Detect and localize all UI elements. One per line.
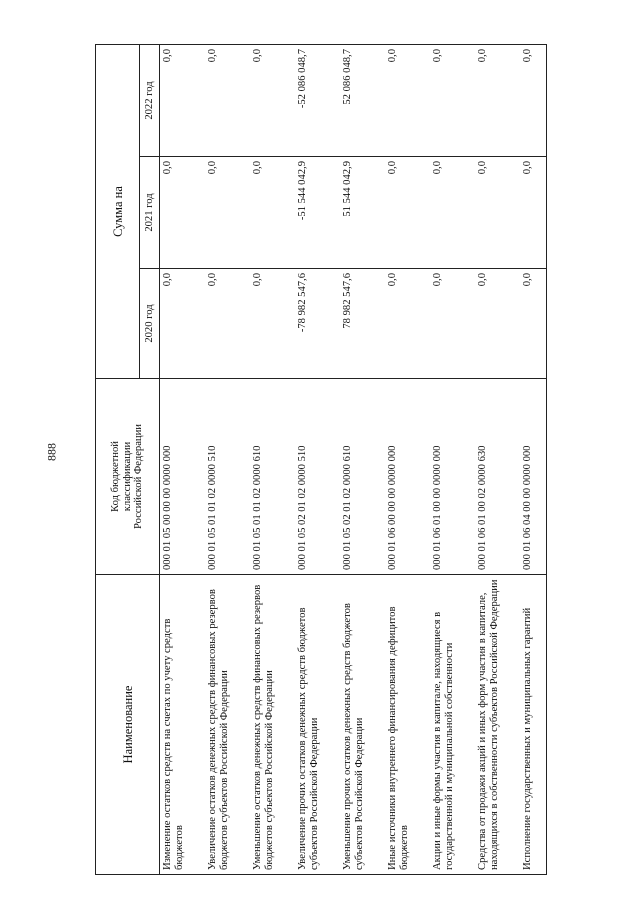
- table-row: [475, 45, 520, 875]
- row-value-2021: 0,0: [430, 157, 475, 269]
- row-value-2020: -78 982 547,6: [295, 269, 340, 379]
- row-value-2020: 0,0: [250, 269, 295, 379]
- header-name: Наименование: [96, 575, 160, 875]
- row-code: 000 01 06 01 00 02 0000 630: [475, 379, 520, 575]
- header-code-line2: классификации: [121, 441, 133, 512]
- table-row: [160, 45, 206, 875]
- header-sum-group: Сумма на: [96, 45, 140, 379]
- row-value-2021: 0,0: [475, 157, 520, 269]
- row-name: Увеличение прочих остатков денежных средств бюджетов субъектов Российской Федерации: [295, 575, 340, 875]
- table-row: [340, 45, 385, 875]
- row-value-2022: 0,0: [385, 45, 430, 157]
- row-value-2021: 0,0: [205, 157, 250, 269]
- row-value-2020: 0,0: [520, 269, 547, 379]
- row-code: 000 01 05 00 00 00 0000 000: [160, 379, 206, 575]
- row-value-2021: 51 544 042,9: [340, 157, 385, 269]
- row-value-2020: 0,0: [160, 269, 206, 379]
- row-code: 000 01 06 00 00 00 0000 000: [385, 379, 430, 575]
- row-value-2022: 0,0: [520, 45, 547, 157]
- row-value-2022: 0,0: [475, 45, 520, 157]
- row-code: 000 01 05 02 01 02 0000 510: [295, 379, 340, 575]
- row-name: Уменьшение прочих остатков денежных средств бюджетов субъектов Российской Федерации: [340, 575, 385, 875]
- row-name: Акции и иные формы участия в капитале, находящиеся в государственной и муниципальной собственности: [430, 575, 475, 875]
- row-value-2021: -51 544 042,9: [295, 157, 340, 269]
- row-value-2020: 78 982 547,6: [340, 269, 385, 379]
- row-name: Уменьшение остатков денежных средств финансовых резервов бюджетов субъектов Российской Федерации: [250, 575, 295, 875]
- row-value-2022: -52 086 048,7: [295, 45, 340, 157]
- table-row: [295, 45, 340, 875]
- page-number: 888: [44, 443, 59, 461]
- row-value-2020: 0,0: [205, 269, 250, 379]
- row-value-2021: 0,0: [520, 157, 547, 269]
- row-value-2022: 0,0: [430, 45, 475, 157]
- row-code: 000 01 05 01 01 02 0000 510: [205, 379, 250, 575]
- table-row: [430, 45, 475, 875]
- row-value-2021: 0,0: [250, 157, 295, 269]
- row-code: 000 01 05 01 01 02 0000 610: [250, 379, 295, 575]
- row-name: Иные источники внутреннего финансирования дефицитов бюджетов: [385, 575, 430, 875]
- rotated-page: [95, 45, 547, 875]
- row-code: 000 01 06 04 00 00 0000 000: [520, 379, 547, 575]
- table-row: [205, 45, 250, 875]
- row-code: 000 01 06 01 00 00 0000 000: [430, 379, 475, 575]
- table-row: [385, 45, 430, 875]
- row-value-2020: 0,0: [385, 269, 430, 379]
- header-year-2021: 2021 год: [140, 157, 160, 269]
- row-value-2021: 0,0: [385, 157, 430, 269]
- row-value-2021: 0,0: [160, 157, 206, 269]
- row-name: Увеличение остатков денежных средств финансовых резервов бюджетов субъектов Российской Федерации: [205, 575, 250, 875]
- header-year-2022: 2022 год: [140, 45, 160, 157]
- row-name: Исполнение государственных и муниципальных гарантий: [520, 575, 547, 875]
- row-name: Изменение остатков средств на счетах по учету средств бюджетов: [160, 575, 206, 875]
- header-code-line1: Код бюджетной: [109, 441, 121, 512]
- row-value-2022: 0,0: [205, 45, 250, 157]
- row-value-2022: 52 086 048,7: [340, 45, 385, 157]
- header-code: [96, 379, 160, 575]
- row-code: 000 01 05 02 01 02 0000 610: [340, 379, 385, 575]
- row-value-2022: 0,0: [160, 45, 206, 157]
- row-value-2022: 0,0: [250, 45, 295, 157]
- table-row: [250, 45, 295, 875]
- row-value-2020: 0,0: [430, 269, 475, 379]
- row-name: Средства от продажи акций и иных форм участия в капитале, находящихся в собственности субъектов Российской Федерации: [475, 575, 520, 875]
- budget-sources-table: [95, 44, 547, 875]
- row-value-2020: 0,0: [475, 269, 520, 379]
- table-row: [520, 45, 547, 875]
- header-year-2020: 2020 год: [140, 269, 160, 379]
- header-code-line3: Российской Федерации: [133, 424, 145, 529]
